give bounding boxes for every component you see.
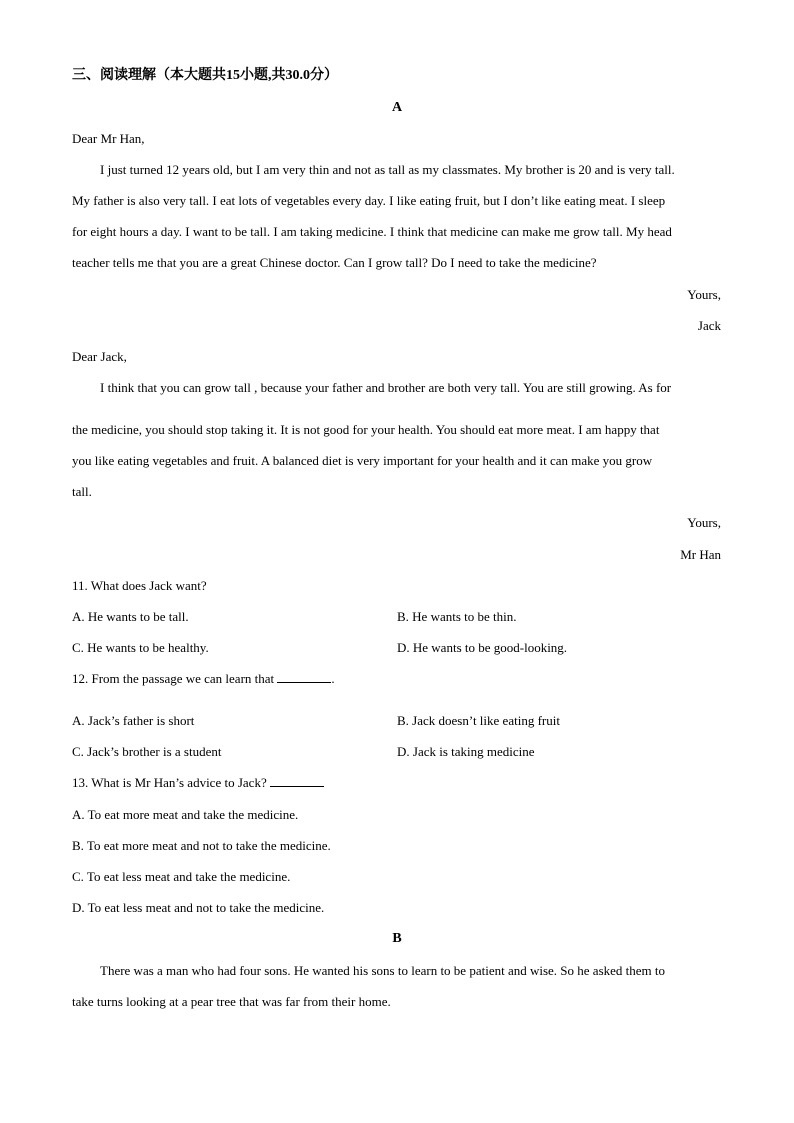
letter1-line: teacher tells me that you are a great Chinese doctor. Can I grow tall? Do I need to take the medicine? [72, 255, 597, 270]
question-stem [72, 775, 324, 791]
letter1-line: I just turned 12 years old, but I am very thin and not as tall as my classmates. My brother is 20 and is very tall. [100, 162, 675, 177]
passage-b-line: take turns looking at a pear tree that was far from their home. [72, 994, 391, 1009]
option-a[interactable]: A. To eat more meat and take the medicine. [72, 807, 299, 822]
letter1-signature: Jack [697, 318, 721, 333]
option-b[interactable]: B. To eat more meat and not to take the medicine. [72, 838, 331, 853]
letter2-signature: Mr Han [680, 547, 721, 562]
option-c[interactable]: C. To eat less meat and take the medicine. [72, 869, 291, 884]
section-heading: 三、阅读理解（本大题共15小题,共30.0分） [72, 68, 338, 83]
letter1-greeting: Dear Mr Han, [72, 131, 145, 146]
letter2-line: you like eating vegetables and fruit. A balanced diet is very important for your health and it can make you grow [72, 453, 653, 468]
option-d[interactable]: D. Jack is taking medicine [397, 744, 535, 759]
letter2-greeting: Dear Jack, [72, 349, 127, 364]
option-d[interactable]: D. To eat less meat and not to take the medicine. [72, 900, 325, 915]
question-stem: 11. What does Jack want? [72, 578, 207, 593]
passage-a-label: A [391, 100, 403, 115]
option-c[interactable]: C. He wants to be healthy. [72, 640, 209, 655]
letter1-line: for eight hours a day. I want to be tall. I am taking medicine. I think that medicine can make me grow tall. My head [72, 224, 672, 239]
letter1-line: My father is also very tall. I eat lots of vegetables every day. I like eating fruit, but I don’t like eating meat. I sleep [72, 193, 666, 208]
option-d[interactable]: D. He wants to be good-looking. [397, 640, 568, 655]
passage-b-line: There was a man who had four sons. He wanted his sons to learn to be patient and wise. So he asked them to [100, 963, 666, 978]
question-stem-text: 12. From the passage we can learn that [72, 671, 275, 686]
option-b[interactable]: B. He wants to be thin. [397, 609, 517, 624]
question-stem-suffix: . [331, 671, 335, 686]
question-stem [72, 671, 335, 687]
question-stem-text: 13. What is Mr Han’s advice to Jack? [72, 775, 267, 790]
letter2-line: I think that you can grow tall , because your father and brother are both very tall. You are still growing. As for [100, 380, 672, 395]
letter1-closing: Yours, [687, 287, 721, 302]
option-b[interactable]: B. Jack doesn’t like eating fruit [397, 713, 560, 728]
letter2-line: the medicine, you should stop taking it. It is not good for your health. You should eat more meat. I am happy that [72, 422, 660, 437]
answer-blank[interactable] [270, 775, 324, 787]
letter2-closing: Yours, [687, 515, 721, 530]
option-a[interactable]: A. Jack’s father is short [72, 713, 195, 728]
option-a[interactable]: A. He wants to be tall. [72, 609, 189, 624]
letter2-line: tall. [72, 484, 92, 499]
passage-b-label: B [392, 931, 402, 946]
option-c[interactable]: C. Jack’s brother is a student [72, 744, 222, 759]
answer-blank[interactable] [277, 671, 331, 683]
